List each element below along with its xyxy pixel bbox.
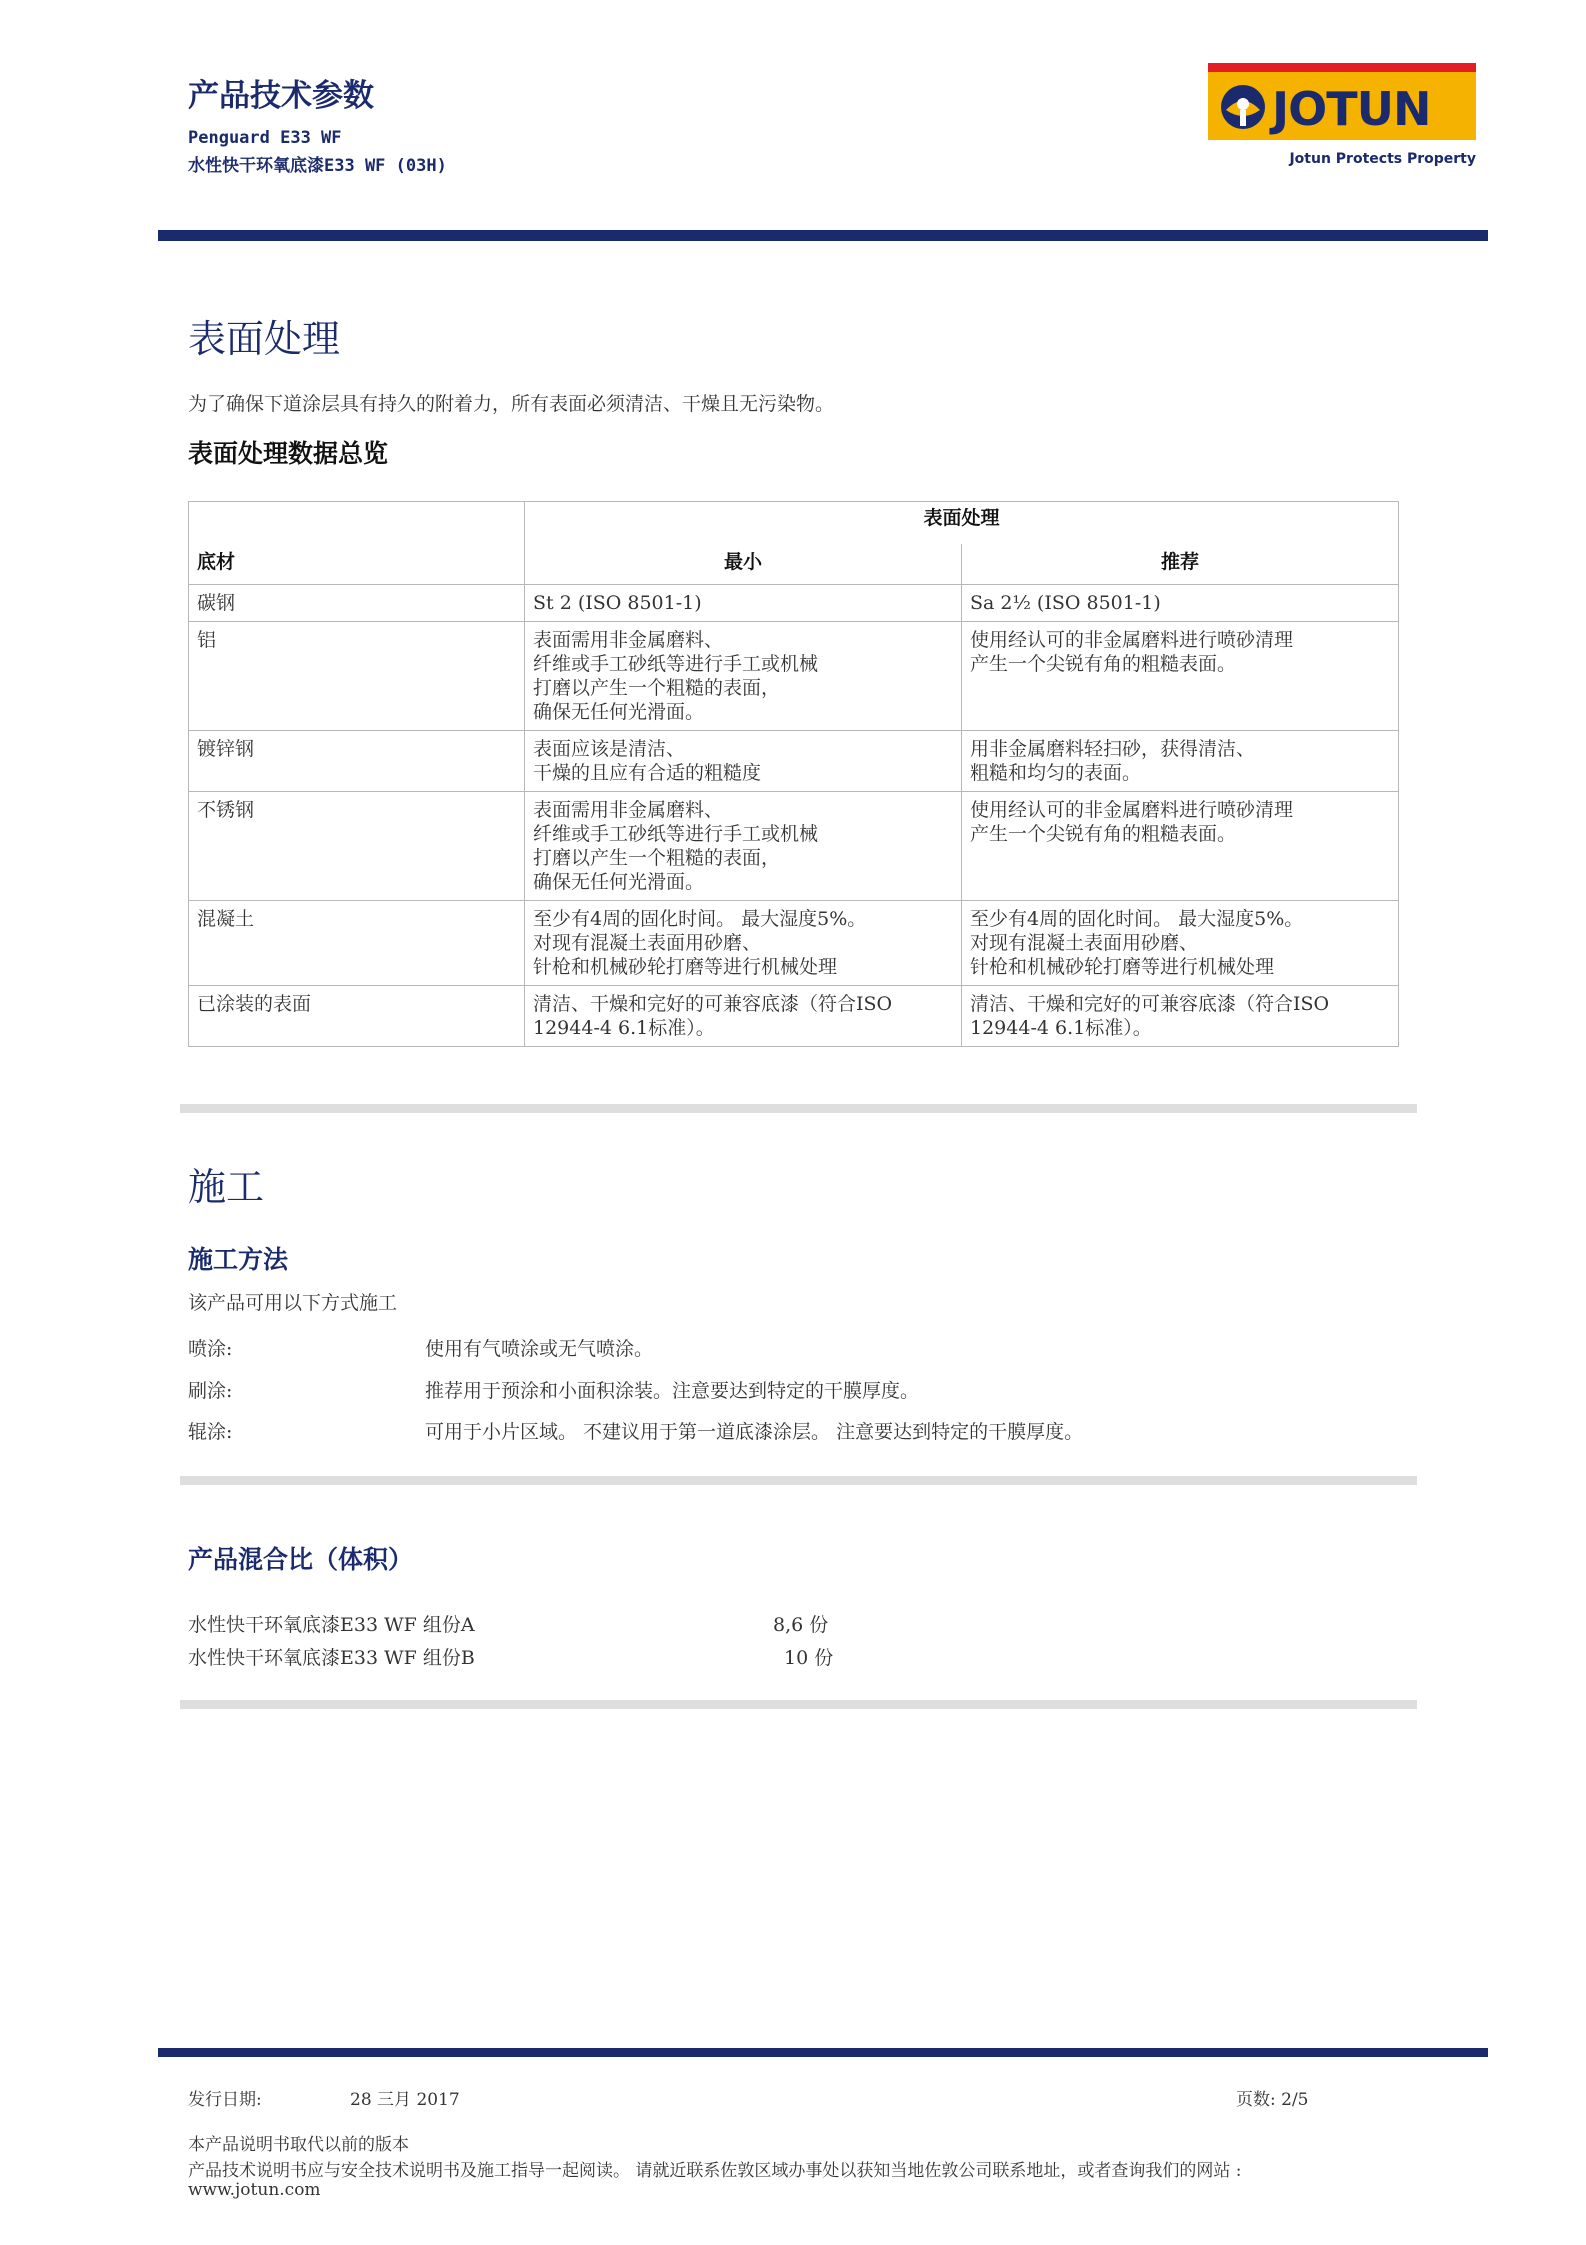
section-divider bbox=[180, 1476, 1417, 1485]
cell-substrate: 镀锌钢 bbox=[189, 731, 525, 792]
surface-summary-heading: 表面处理数据总览 bbox=[188, 439, 389, 468]
mix-ratio-b: 10 份 bbox=[784, 1647, 834, 1669]
cell-min: 清洁、干燥和完好的可兼容底漆（符合ISO 12944-4 6.1标准）。 bbox=[525, 986, 962, 1047]
logo-wordmark: JOTUN bbox=[1272, 82, 1431, 136]
surface-table bbox=[188, 501, 1399, 1047]
footer-note-reading: 产品技术说明书应与安全技术说明书及施工指导一起阅读。 请就近联系佐敦区域办事处以获知当地佐敦公司联系地址，或者查询我们的网站 : bbox=[188, 2161, 1242, 2181]
section-divider bbox=[180, 1700, 1417, 1709]
method-label-brush: 刷涂: bbox=[188, 1380, 233, 1402]
cell-rec: 使用经认可的非金属磨料进行喷砂清理 产生一个尖锐有角的粗糙表面。 bbox=[962, 622, 1399, 731]
cell-min: 表面需用非金属磨料、 纤维或手工砂纸等进行手工或机械 打磨以产生一个粗糙的表面， 确保无任何光滑面。 bbox=[525, 792, 962, 901]
page-number: 页数: 2/5 bbox=[1236, 2090, 1309, 2110]
surface-intro: 为了确保下道涂层具有持久的附着力，所有表面必须清洁、干燥且无污染物。 bbox=[188, 393, 835, 415]
product-name-en: Penguard E33 WF bbox=[188, 128, 342, 148]
application-heading: 施工 bbox=[188, 1165, 265, 1209]
issue-date: 28 三月 2017 bbox=[350, 2090, 460, 2110]
cell-substrate: 已涂装的表面 bbox=[189, 986, 525, 1047]
cell-substrate: 混凝土 bbox=[189, 901, 525, 986]
cell-min: 表面应该是清洁、 干燥的且应有合适的粗糙度 bbox=[525, 731, 962, 792]
table-row bbox=[189, 792, 1399, 901]
method-text-brush: 推荐用于预涂和小面积涂装。注意要达到特定的干膜厚度。 bbox=[425, 1380, 920, 1402]
whale-icon bbox=[1218, 82, 1268, 132]
footer-website-link[interactable]: www.jotun.com bbox=[188, 2180, 321, 2200]
table-row bbox=[189, 585, 1399, 622]
table-row bbox=[189, 622, 1399, 731]
footer-note-version: 本产品说明书取代以前的版本 bbox=[188, 2135, 409, 2155]
cell-substrate: 不锈钢 bbox=[189, 792, 525, 901]
cell-substrate: 铝 bbox=[189, 622, 525, 731]
header-divider bbox=[158, 230, 1488, 241]
col-rec: 推荐 bbox=[962, 544, 1399, 585]
cell-substrate: 碳钢 bbox=[189, 585, 525, 622]
col-min: 最小 bbox=[525, 544, 962, 585]
method-text-roller: 可用于小片区域。 不建议用于第一道底漆涂层。 注意要达到特定的干膜厚度。 bbox=[425, 1421, 1084, 1443]
logo-red-stripe bbox=[1208, 63, 1476, 72]
footer-divider bbox=[158, 2048, 1488, 2057]
application-method-heading: 施工方法 bbox=[188, 1245, 289, 1274]
mix-component-b: 水性快干环氧底漆E33 WF 组份B bbox=[188, 1647, 475, 1669]
surface-heading: 表面处理 bbox=[188, 317, 341, 361]
cell-min: 表面需用非金属磨料、 纤维或手工砂纸等进行手工或机械 打磨以产生一个粗糙的表面， 确保无任何光滑面。 bbox=[525, 622, 962, 731]
table-header-row bbox=[189, 502, 1399, 545]
product-name-cn: 水性快干环氧底漆E33 WF (03H) bbox=[188, 156, 447, 176]
mix-heading: 产品混合比（体积） bbox=[188, 1545, 414, 1574]
cell-min: St 2 (ISO 8501-1) bbox=[525, 585, 962, 622]
logo-tagline: Jotun Protects Property bbox=[1289, 151, 1476, 167]
cell-rec: 清洁、干燥和完好的可兼容底漆（符合ISO 12944-4 6.1标准）。 bbox=[962, 986, 1399, 1047]
table-row bbox=[189, 986, 1399, 1047]
col-group-surface: 表面处理 bbox=[525, 502, 1399, 545]
cell-rec: 使用经认可的非金属磨料进行喷砂清理 产生一个尖锐有角的粗糙表面。 bbox=[962, 792, 1399, 901]
table-row bbox=[189, 901, 1399, 986]
cell-rec: Sa 2½ (ISO 8501-1) bbox=[962, 585, 1399, 622]
document-title: 产品技术参数 bbox=[188, 78, 374, 114]
cell-rec: 用非金属磨料轻扫砂，获得清洁、 粗糙和均匀的表面。 bbox=[962, 731, 1399, 792]
method-label-roller: 辊涂: bbox=[188, 1421, 233, 1443]
col-substrate: 底材 bbox=[189, 502, 525, 585]
cell-min: 至少有4周的固化时间。 最大湿度5%。 对现有混凝土表面用砂磨、 针枪和机械砂轮打磨等进行机械处理 bbox=[525, 901, 962, 986]
table-row bbox=[189, 731, 1399, 792]
application-intro: 该产品可用以下方式施工 bbox=[188, 1292, 398, 1314]
cell-rec: 至少有4周的固化时间。 最大湿度5%。 对现有混凝土表面用砂磨、 针枪和机械砂轮打磨等进行机械处理 bbox=[962, 901, 1399, 986]
jotun-logo bbox=[1208, 63, 1476, 173]
logo-yellow-box bbox=[1208, 72, 1476, 140]
mix-ratio-a: 8,6 份 bbox=[773, 1614, 829, 1636]
method-text-spray: 使用有气喷涂或无气喷涂。 bbox=[425, 1338, 654, 1360]
issue-date-label: 发行日期: bbox=[188, 2090, 262, 2110]
mix-component-a: 水性快干环氧底漆E33 WF 组份A bbox=[188, 1614, 475, 1636]
section-divider bbox=[180, 1104, 1417, 1113]
method-label-spray: 喷涂: bbox=[188, 1338, 233, 1360]
